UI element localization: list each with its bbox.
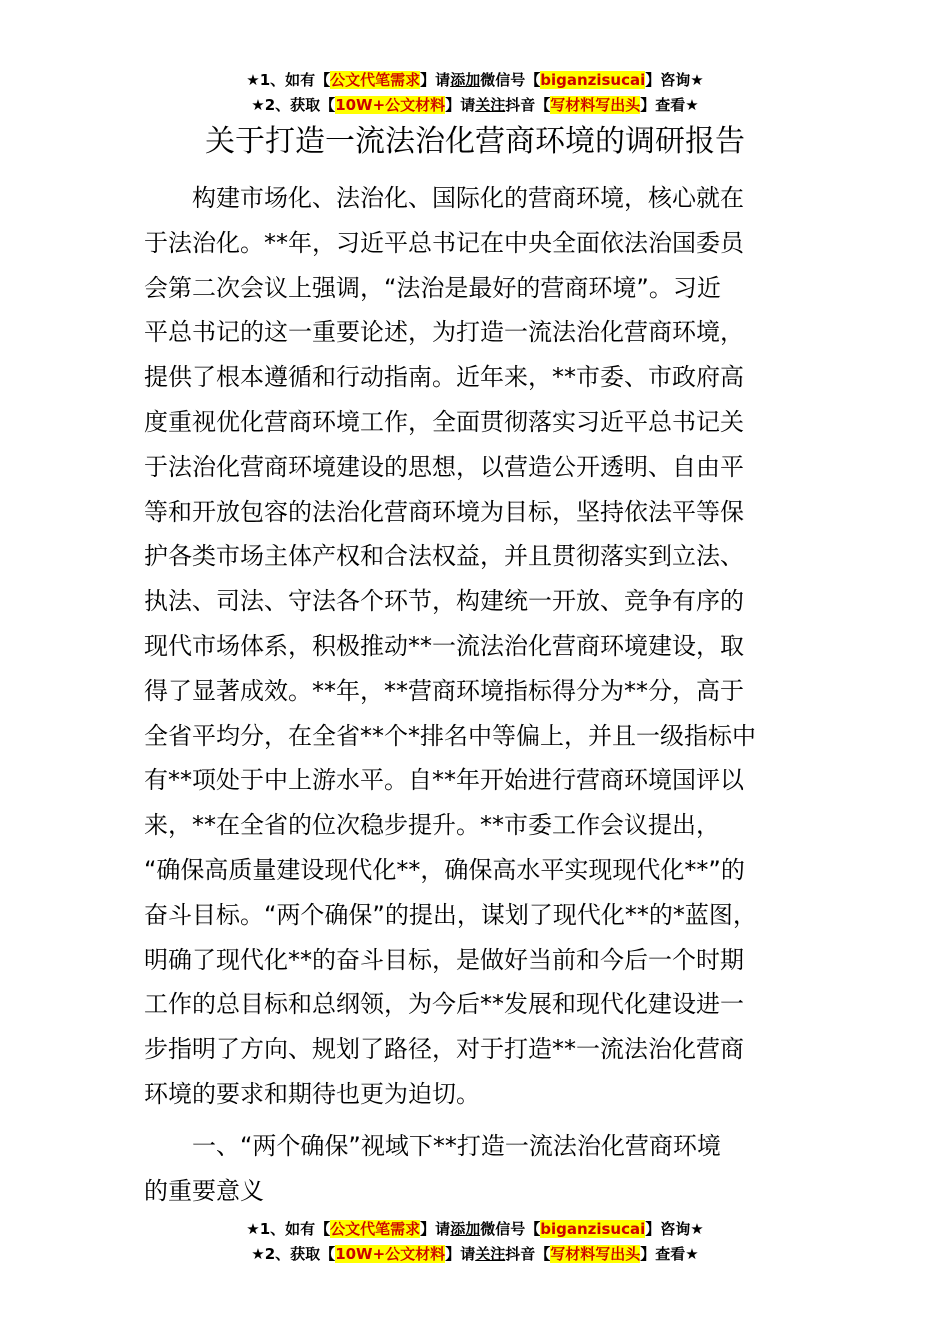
text-line: 全省平均分，在全省**个*排名中等偏上，并且一级指标中 [144,721,756,750]
text-line: 来，**在全省的位次稳步提升。**市委工作会议提出， [144,811,720,840]
promo-text: ★2、获取【 [251,1245,336,1263]
paragraph-1 [144,176,824,1117]
promo-highlight: 10W+公文材料 [335,1245,446,1263]
text-line: 构建市场化、法治化、国际化的营商环境，核心就在 [144,184,744,212]
top-promo-banner [0,68,950,118]
promo-douyin-id: 写材料写出头 [550,1245,641,1263]
promo-text: 】请 [445,96,476,114]
text-line: 度重视优化营商环境工作，全面贯彻落实习近平总书记关 [144,407,744,436]
promo-text: 】请 [420,1220,451,1238]
promo-text: ★2、获取【 [251,96,336,114]
text-line: “确保高质量建设现代化**，确保高水平实现现代化**”的 [144,855,745,884]
heading-line: 一、“两个确保”视域下**打造一流法治化营商环境 [144,1132,721,1160]
promo-underlined: 添加 [450,71,481,89]
text-line: 提供了根本遵循和行动指南。近年来，**市委、市政府高 [144,363,744,392]
promo-text: 抖音【 [505,96,551,114]
promo-text: 】查看★ [640,1245,699,1263]
heading-line: 的重要意义 [144,1176,264,1205]
promo-text: ★1、如有【 [246,71,331,89]
promo-wechat-id: biganzisucai [540,1220,646,1238]
promo-highlight: 公文代笔需求 [330,71,421,89]
text-line: 工作的总目标和总纲领，为今后**发展和现代化建设进一 [144,990,744,1019]
text-line: 奋斗目标。“两个确保”的提出，谋划了现代化**的*蓝图， [144,900,757,929]
promo-line-2 [0,1242,950,1267]
text-line: 于法治化。**年，习近平总书记在中央全面依法治国委员 [144,228,744,257]
text-line: 护各类市场主体产权和合法权益，并且贯彻落实到立法、 [144,542,744,571]
promo-highlight: 公文代笔需求 [330,1220,421,1238]
promo-highlight: 10W+公文材料 [335,96,446,114]
promo-douyin-id: 写材料写出头 [550,96,641,114]
document-title: 关于打造一流法治化营商环境的调研报告 [205,124,745,159]
promo-text: 】咨询★ [645,1220,704,1238]
promo-text: ★1、如有【 [246,1220,331,1238]
text-line: 等和开放包容的法治化营商环境为目标，坚持依法平等保 [144,497,744,526]
promo-text: 抖音【 [505,1245,551,1263]
text-line: 有**项处于中上游水平。自**年开始进行营商环境国评以 [144,766,744,795]
promo-line-1 [0,68,950,93]
text-line: 明确了现代化**的奋斗目标，是做好当前和今后一个时期 [144,945,744,974]
text-line: 于法治化营商环境建设的思想，以营造公开透明、自由平 [144,452,744,481]
promo-text: 】请 [420,71,451,89]
text-line: 步指明了方向、规划了路径，对于打造**一流法治化营商 [144,1035,744,1064]
promo-wechat-id: biganzisucai [540,71,646,89]
promo-text: 】咨询★ [645,71,704,89]
promo-line-1 [0,1217,950,1242]
promo-line-2 [0,93,950,118]
promo-underlined: 关注 [475,96,506,114]
promo-text: 】查看★ [640,96,699,114]
promo-text: 微信号【 [480,1220,541,1238]
promo-underlined: 添加 [450,1220,481,1238]
promo-text: 】请 [445,1245,476,1263]
text-line: 得了显著成效。**年，**营商环境指标得分为**分，高于 [144,676,744,705]
text-line: 执法、司法、守法各个环节，构建统一开放、竞争有序的 [144,587,744,616]
promo-underlined: 关注 [475,1245,506,1263]
text-line: 环境的要求和期待也更为迫切。 [144,1079,480,1108]
promo-text: 微信号【 [480,71,541,89]
text-line: 平总书记的这一重要论述，为打造一流法治化营商环境， [144,318,744,347]
bottom-promo-banner [0,1217,950,1267]
text-line: 现代市场体系，积极推动**一流法治化营商环境建设，取 [144,631,744,660]
section-heading-1 [144,1124,824,1214]
text-line: 会第二次会议上强调，“法治是最好的营商环境”。习近 [144,273,721,302]
